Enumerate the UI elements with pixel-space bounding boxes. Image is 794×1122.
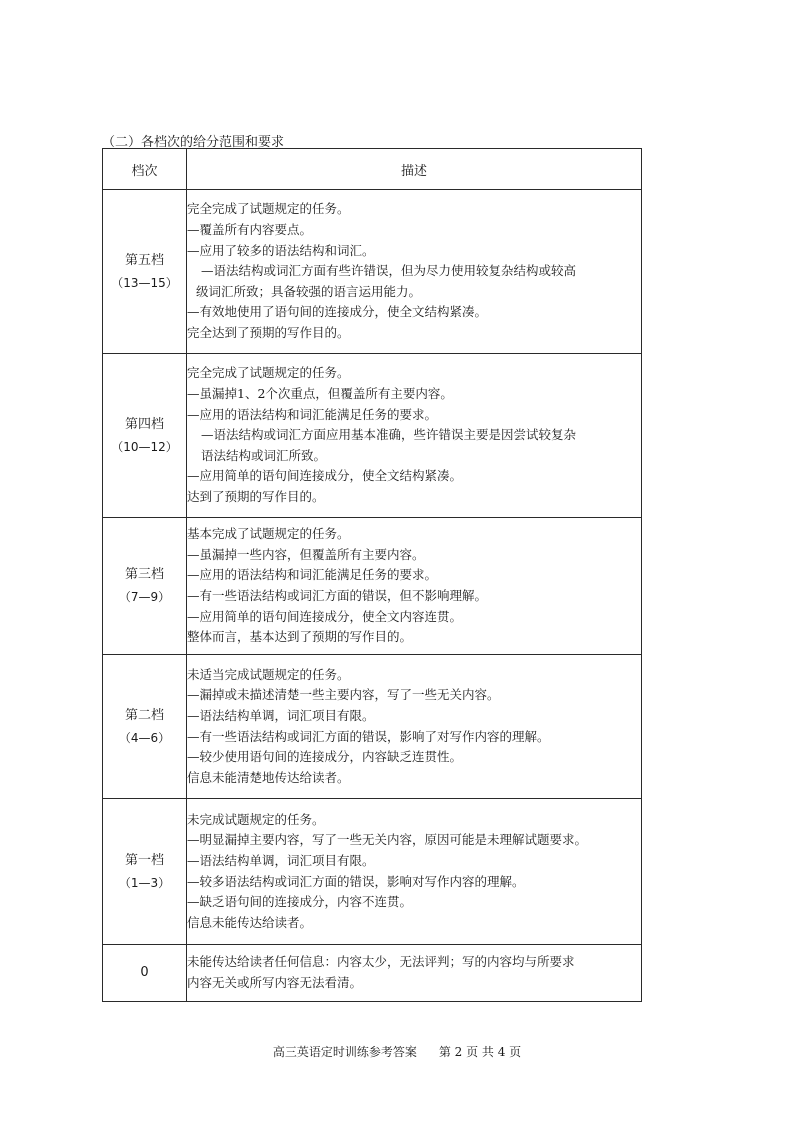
description-line: 完全达到了预期的写作目的。	[187, 324, 350, 340]
level-range: （1—3）	[118, 875, 171, 890]
description-line: —较多语法结构或词汇方面的错误，影响对写作内容的理解。	[187, 873, 525, 889]
description-line: —语法结构单调，词汇项目有限。	[187, 707, 375, 723]
description-line: 级词汇所致；具备较强的语言运用能力。	[196, 283, 422, 299]
description-line: —应用的语法结构和词汇能满足任务的要求。	[187, 567, 438, 583]
level-cell	[103, 354, 187, 518]
table-row	[103, 518, 642, 655]
description-line: —应用简单的语句间连接成分，使全文结构紧凑。	[187, 468, 463, 484]
table-row	[103, 190, 642, 354]
description-line: —缺乏语句间的连接成分，内容不连贯。	[187, 894, 413, 910]
level-cell	[103, 655, 187, 799]
description-cell	[187, 799, 642, 945]
level-range: （4—6）	[118, 730, 171, 745]
description-cell	[187, 354, 642, 518]
description-cell	[187, 945, 642, 1002]
description-cell	[187, 190, 642, 354]
description-line: 未适当完成试题规定的任务。	[187, 666, 350, 682]
level-name: 第一档	[124, 852, 164, 868]
description-line: 未完成试题规定的任务。	[187, 811, 325, 827]
description-line: —明显漏掉主要内容，写了一些无关内容，原因可能是未理解试题要求。	[187, 832, 588, 848]
description-line: 基本完成了试题规定的任务。	[187, 526, 350, 542]
description-line: —有效地使用了语句间的连接成分，使全文结构紧凑。	[187, 304, 488, 320]
description-line: —虽漏掉1、2个次重点，但覆盖所有主要内容。	[187, 386, 453, 402]
description-line: 信息未能清楚地传达给读者。	[187, 769, 350, 785]
description-line: —语法结构或词汇方面有些许错误，但为尽力使用较复杂结构或较高	[201, 263, 577, 279]
description-line: 整体而言，基本达到了预期的写作目的。	[187, 629, 413, 645]
description-cell	[187, 518, 642, 655]
description-line: —语法结构或词汇方面应用基本准确，些许错误主要是因尝试较复杂	[201, 427, 577, 443]
description-line: —应用了较多的语法结构和词汇。	[187, 242, 375, 258]
level-name: 0	[140, 965, 149, 980]
level-name: 第五档	[124, 252, 164, 268]
level-cell	[103, 799, 187, 945]
description-line: —语法结构单调，词汇项目有限。	[187, 852, 375, 868]
header-description: 描述	[187, 149, 642, 190]
description-line: —漏掉或未描述清楚一些主要内容，写了一些无关内容。	[187, 687, 500, 703]
description-line: 完全完成了试题规定的任务。	[187, 365, 350, 381]
description-line: 完全完成了试题规定的任务。	[187, 201, 350, 217]
table-row	[103, 799, 642, 945]
level-cell	[103, 518, 187, 655]
page-footer	[0, 1043, 794, 1060]
header-level: 档次	[103, 149, 187, 190]
level-cell	[103, 190, 187, 354]
level-name: 第三档	[124, 567, 164, 582]
level-cell	[103, 945, 187, 1002]
table-row	[103, 945, 642, 1002]
description-line: —虽漏掉一些内容，但覆盖所有主要内容。	[187, 546, 425, 562]
description-line: —较少使用语句间的连接成分，内容缺乏连贯性。	[187, 749, 463, 765]
description-line: 未能传达给读者任何信息：内容太少，无法评判；写的内容均与所要求	[187, 954, 575, 970]
description-line: —覆盖所有内容要点。	[187, 222, 313, 238]
level-name: 第四档	[124, 416, 164, 432]
level-range: （7—9）	[118, 590, 171, 604]
section-title: （二）各档次的给分范围和要求	[102, 135, 285, 150]
description-line: —应用简单的语句间连接成分，使全文内容连贯。	[187, 608, 463, 624]
table-row	[103, 354, 642, 518]
table-row	[103, 655, 642, 799]
description-line: —有一些语法结构或词汇方面的错误，但不影响理解。	[187, 588, 488, 603]
grading-table	[102, 148, 642, 1002]
level-range: （10—12）	[111, 439, 178, 454]
table-header-row	[103, 149, 642, 190]
description-line: 信息未能传达给读者。	[187, 914, 313, 930]
description-line: 内容无关或所写内容无法看清。	[187, 975, 363, 990]
description-cell	[187, 655, 642, 799]
description-line: —有一些语法结构或词汇方面的错误，影响了对写作内容的理解。	[187, 728, 550, 744]
description-line: —应用的语法结构和词汇能满足任务的要求。	[187, 406, 438, 422]
description-line: 达到了预期的写作目的。	[187, 488, 325, 504]
description-line: 语法结构或词汇所致。	[201, 447, 327, 463]
footer-doc-title: 高三英语定时训练参考答案	[272, 1045, 417, 1059]
footer-page-info: 第 2 页 共 4 页	[438, 1045, 522, 1059]
level-name: 第二档	[124, 707, 164, 723]
level-range: （13—15）	[111, 275, 178, 290]
